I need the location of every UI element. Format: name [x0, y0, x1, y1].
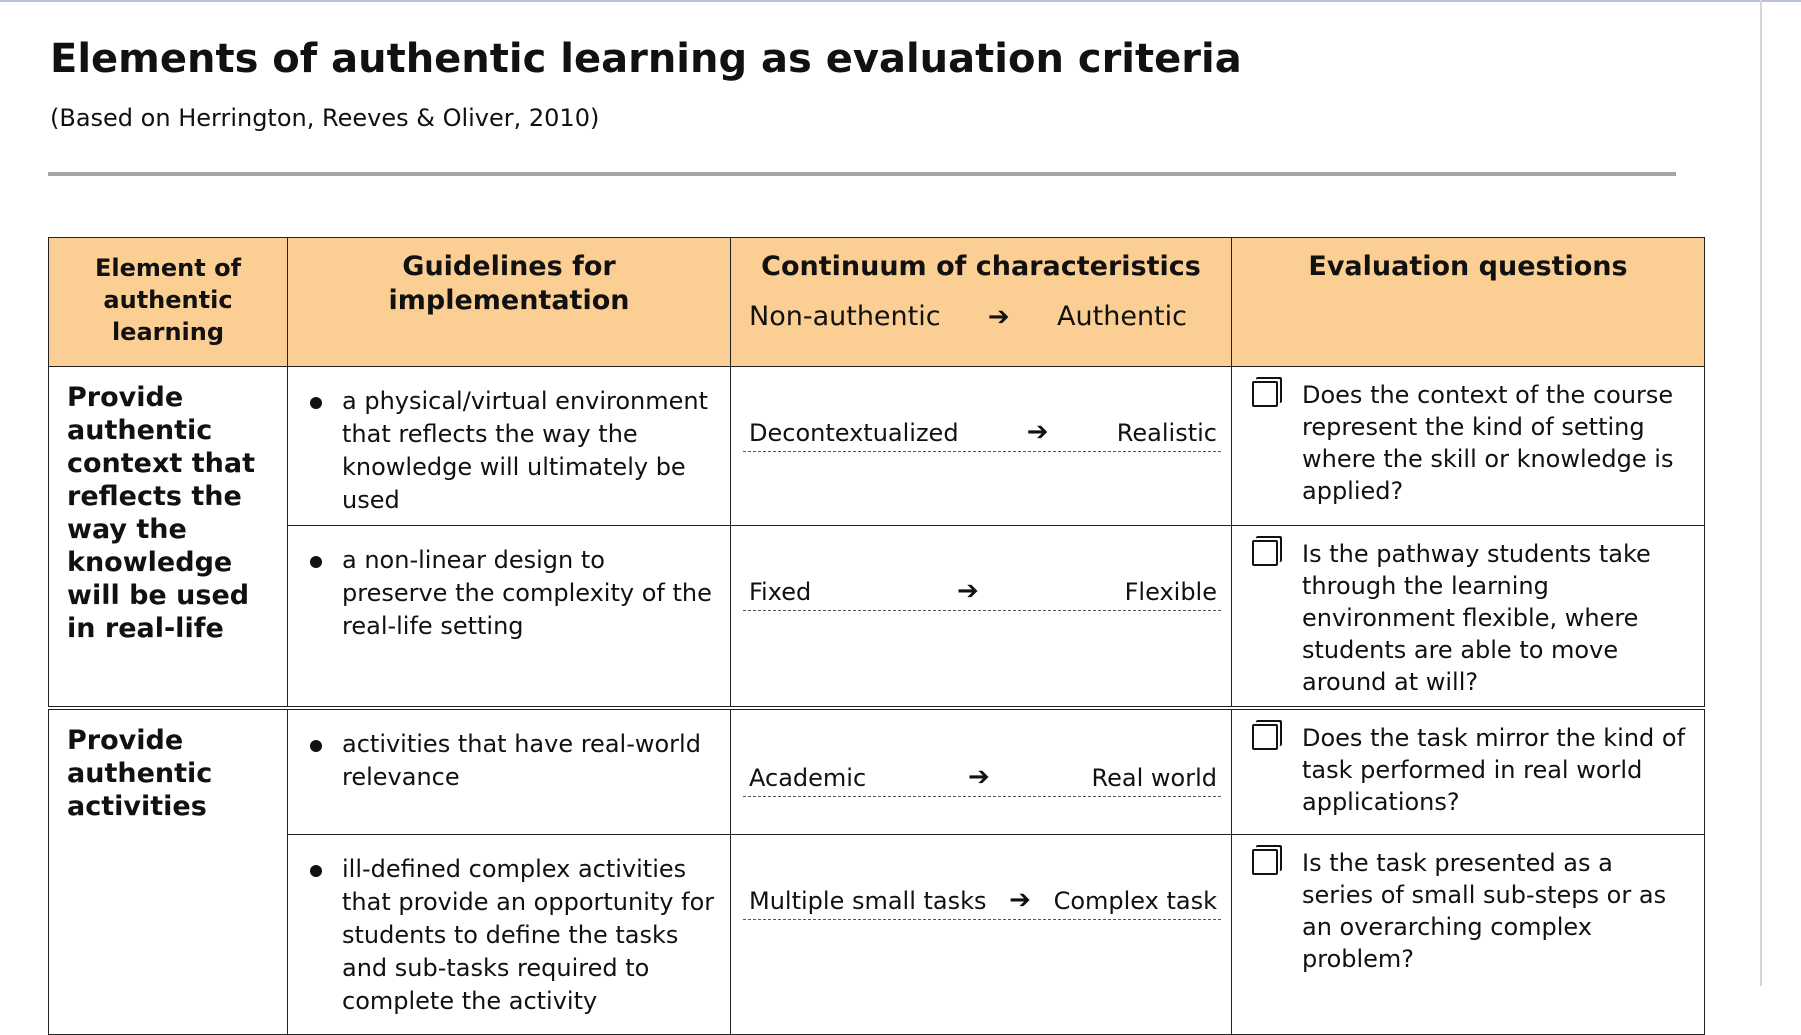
element-label: Provide authentic activities — [67, 725, 213, 822]
continuum-cell — [731, 367, 1232, 526]
question-text: Is the pathway students take through the learning environment flexible, where students are able to move around at will? — [1302, 540, 1651, 696]
page-title: Elements of authentic learning as evaluation criteria — [50, 36, 1242, 82]
continuum-from: Academic — [749, 764, 867, 792]
continuum-to: Complex task — [1053, 886, 1217, 915]
checkbox-icon[interactable] — [1252, 381, 1278, 407]
header-continuum-label: Continuum of characteristics — [761, 251, 1201, 282]
header-questions-label: Evaluation questions — [1308, 251, 1628, 282]
window-top-border — [0, 0, 1801, 2]
table-row — [49, 708, 1705, 834]
bullet-icon — [310, 556, 322, 568]
table-row — [49, 526, 1705, 709]
checkbox-icon[interactable] — [1252, 724, 1278, 750]
right-arrow-icon: ➔ — [957, 576, 979, 606]
guideline-text: a non-linear design to preserve the complexity of the real-life setting — [342, 546, 712, 640]
header-element — [49, 238, 288, 367]
continuum-cell — [731, 708, 1232, 834]
element-cell — [49, 708, 288, 1034]
question-text: Does the task mirror the kind of task performed in real world applications? — [1302, 724, 1686, 816]
question-cell — [1232, 708, 1705, 834]
continuum-to: Realistic — [1116, 419, 1217, 447]
header-element-label: Element of authentic learning — [94, 254, 242, 346]
checkbox-icon[interactable] — [1252, 540, 1278, 566]
continuum-to: Flexible — [1124, 578, 1217, 606]
guideline-text: ill-defined complex activities that provide an opportunity for students to define the tasks and sub-tasks required to complete the activity — [342, 854, 715, 1015]
table-row — [49, 834, 1705, 1034]
continuum-scale — [743, 762, 1221, 797]
bullet-icon — [310, 865, 322, 877]
title-divider — [48, 172, 1676, 176]
continuum-scale — [743, 576, 1221, 611]
header-guidelines-label: Guidelines for implementation — [388, 251, 630, 316]
header-continuum-right: Authentic — [1057, 301, 1187, 332]
right-arrow-icon: ➔ — [1009, 884, 1031, 915]
evaluation-criteria-table — [48, 237, 1705, 1035]
right-arrow-icon: ➔ — [987, 302, 1010, 332]
continuum-from: Decontextualized — [749, 419, 959, 447]
question-text: Is the task presented as a series of small sub-steps or as an overarching complex problem? — [1302, 848, 1667, 973]
continuum-from: Multiple small tasks — [749, 886, 987, 915]
continuum-from: Fixed — [749, 578, 812, 606]
question-text: Does the context of the course represent the kind of setting where the skill or knowledge is applied? — [1302, 381, 1674, 505]
right-arrow-icon: ➔ — [967, 762, 990, 792]
continuum-scale — [743, 417, 1221, 452]
table-header-row — [49, 238, 1705, 367]
continuum-scale — [743, 885, 1221, 920]
header-questions — [1232, 238, 1705, 367]
continuum-cell — [731, 526, 1232, 709]
element-label: Provide authentic context that reflects the way the knowledge will be used in real-life — [67, 382, 255, 644]
table-row — [49, 367, 1705, 526]
page-right-edge — [1760, 0, 1762, 986]
question-cell — [1232, 526, 1705, 709]
checkbox-icon[interactable] — [1252, 849, 1278, 875]
guideline-text: activities that have real-world relevance — [342, 730, 701, 791]
bullet-icon — [310, 740, 322, 752]
guideline-cell — [288, 367, 731, 526]
header-guidelines — [288, 238, 731, 367]
guideline-cell — [288, 834, 731, 1034]
right-arrow-icon: ➔ — [1026, 417, 1049, 447]
page-subtitle: (Based on Herrington, Reeves & Oliver, 2010) — [50, 104, 600, 132]
guideline-cell — [288, 708, 731, 834]
guideline-text: a physical/virtual environment that reflects the way the knowledge will ultimately be used — [342, 387, 709, 514]
continuum-cell — [731, 834, 1232, 1034]
question-cell — [1232, 834, 1705, 1034]
header-continuum — [731, 238, 1232, 367]
bullet-icon — [310, 397, 322, 409]
element-cell — [49, 367, 288, 709]
header-continuum-scale — [731, 300, 1231, 334]
question-cell — [1232, 367, 1705, 526]
header-continuum-left: Non-authentic — [749, 301, 941, 332]
guideline-cell — [288, 526, 731, 709]
continuum-to: Real world — [1091, 764, 1217, 792]
